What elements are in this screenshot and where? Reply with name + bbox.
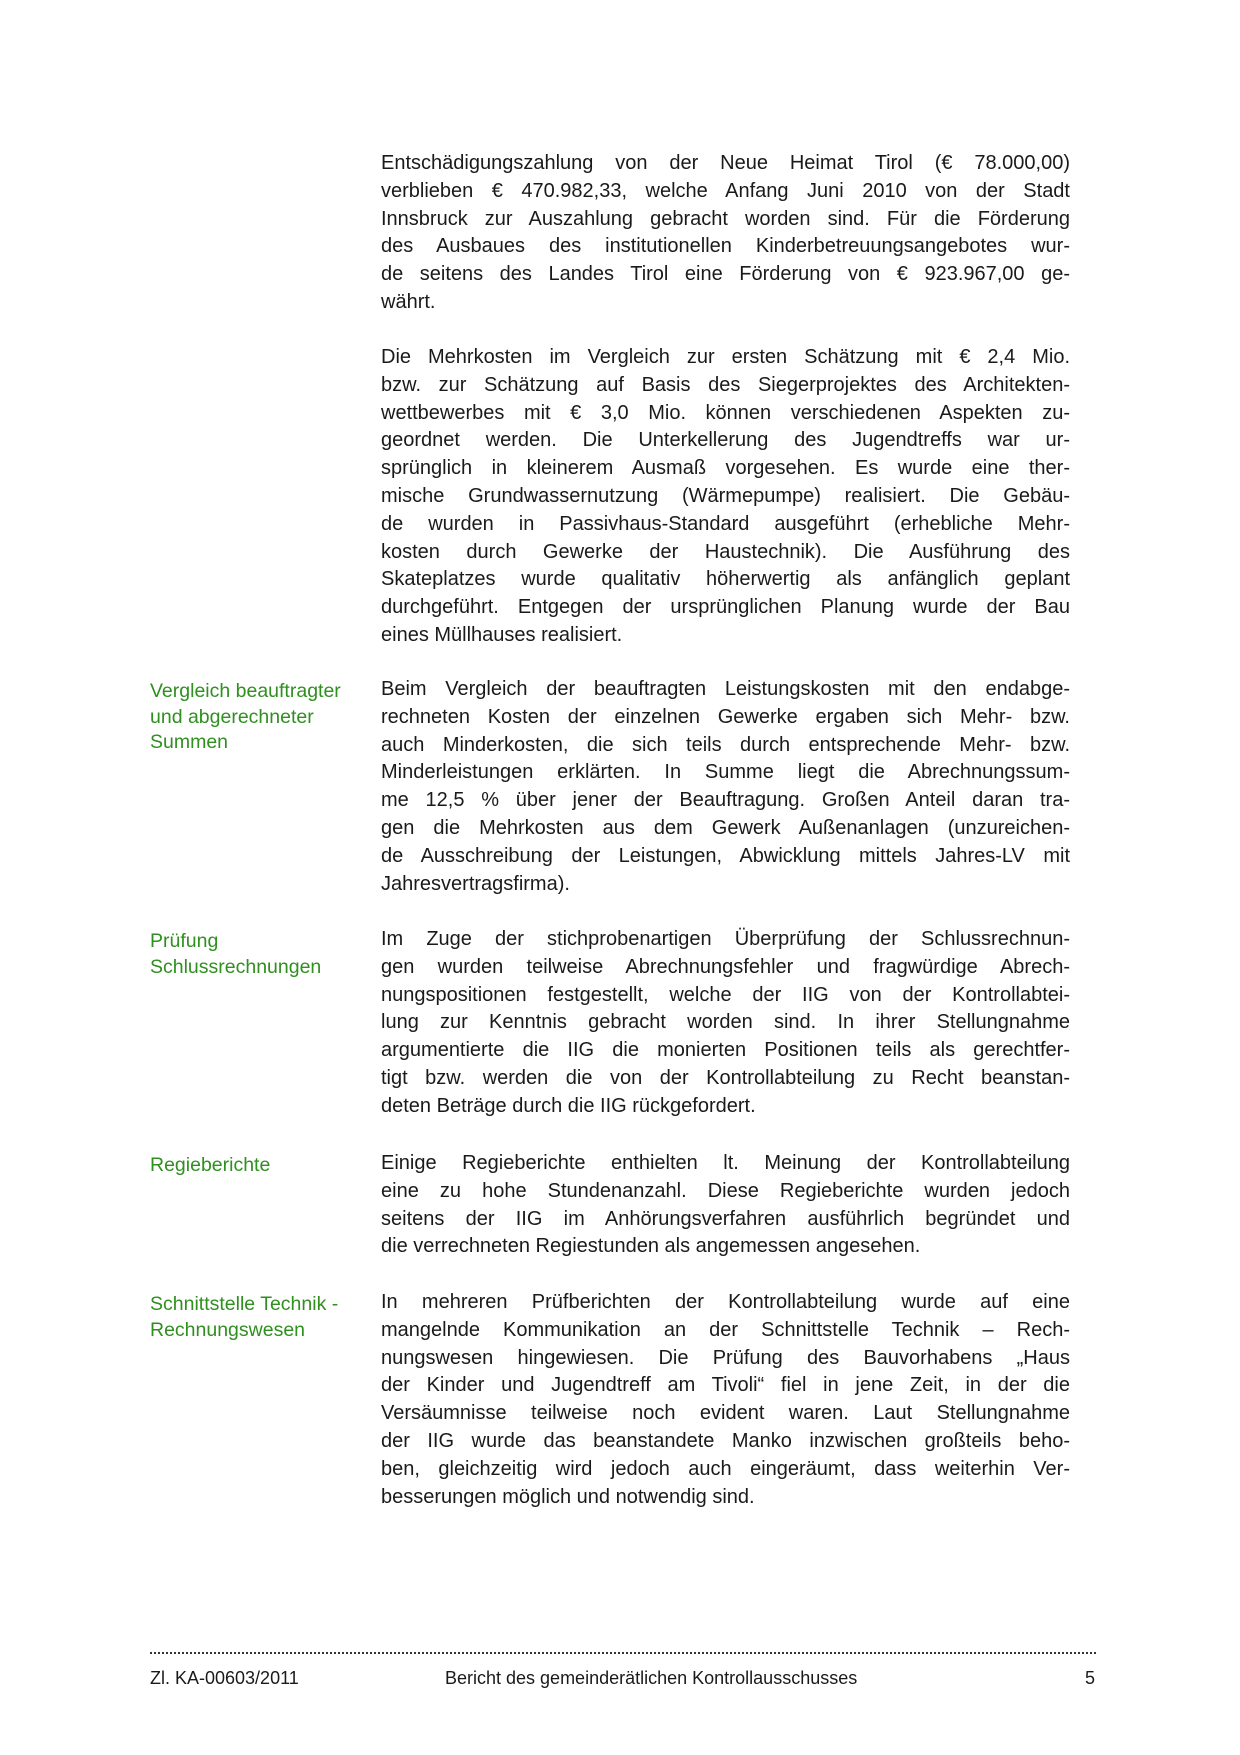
paragraph-line: ben, gleichzeitig wird jedoch auch eingeräumt, dass weiterhin Ver- xyxy=(381,1457,1070,1480)
paragraph-line: die verrechneten Regiestunden als angemessen angesehen. xyxy=(381,1235,921,1258)
margin-heading-line: Schlussrechnungen xyxy=(150,955,322,978)
paragraph-line: seitens der IIG im Anhörungsverfahren ausführlich begründet und xyxy=(381,1207,1070,1230)
margin-heading-line: Regieberichte xyxy=(150,1154,271,1176)
paragraph xyxy=(381,1289,1070,1511)
paragraph-line: rechneten Kosten der einzelnen Gewerke ergaben sich Mehr- bzw. xyxy=(381,705,1070,728)
paragraph xyxy=(381,676,1070,898)
paragraph-line: des Ausbaues des institutionellen Kinderbetreuungsangebotes wur- xyxy=(381,235,1070,258)
margin-heading-line: Vergleich beauftragter xyxy=(150,680,341,702)
paragraph-line: nungswesen hingewiesen. Die Prüfung des Bauvorhabens „Haus xyxy=(381,1346,1070,1369)
paragraph-line: gen die Mehrkosten aus dem Gewerk Außenanlagen (unzureichen- xyxy=(381,816,1070,839)
paragraph-line: In mehreren Prüfberichten der Kontrollabteilung wurde auf eine xyxy=(381,1291,1070,1313)
margin-heading-line: Summen xyxy=(150,731,229,753)
margin-heading-line: und abgerechneter xyxy=(150,705,314,728)
paragraph-line: mische Grundwassernutzung (Wärmepumpe) realisiert. Die Gebäu- xyxy=(381,484,1070,507)
paragraph-line: Skateplatzes wurde qualitativ höherwertig als anfänglich geplant xyxy=(381,568,1070,591)
paragraph-line: de Ausschreibung der Leistungen, Abwicklung mittels Jahres-LV mit xyxy=(381,844,1070,867)
paragraph-line: eine zu hohe Stundenanzahl. Diese Regieberichte wurden jedoch xyxy=(381,1179,1070,1202)
margin-heading xyxy=(150,1292,370,1343)
margin-heading-line: Schnittstelle Technik - xyxy=(150,1293,339,1315)
footer-title: Bericht des gemeinderätlichen Kontrollausschusses xyxy=(445,1668,858,1688)
paragraph-line: der Kinder und Jugendtreff am Tivoli“ fiel in jene Zeit, in der die xyxy=(381,1374,1070,1397)
paragraph xyxy=(381,926,1070,1121)
margin-heading-line: Rechnungswesen xyxy=(150,1318,306,1341)
margin-heading xyxy=(150,929,370,980)
paragraph-line: sprünglich in kleinerem Ausmaß vorgesehen. Es wurde eine ther- xyxy=(381,457,1070,480)
paragraph-line: nungspositionen festgestellt, welche der IIG von der Kontrollabtei- xyxy=(381,983,1070,1006)
paragraph-line: de seitens des Landes Tirol eine Förderung von € 923.967,00 ge- xyxy=(381,263,1070,286)
paragraph-line: gen wurden teilweise Abrechnungsfehler und fragwürdige Abrech- xyxy=(381,955,1070,978)
paragraph-line: währt. xyxy=(381,290,436,313)
footer-reference: Zl. KA-00603/2011 xyxy=(150,1668,299,1688)
paragraph-line: Entschädigungszahlung von der Neue Heimat Tirol (€ 78.000,00) xyxy=(381,152,1070,174)
paragraph-line: Im Zuge der stichprobenartigen Überprüfung der Schlussrechnun- xyxy=(381,928,1070,950)
footer-divider xyxy=(150,1648,1096,1654)
paragraph-line: verblieben € 470.982,33, welche Anfang Juni 2010 von der Stadt xyxy=(381,179,1070,202)
paragraph-line: Minderleistungen erklärten. In Summe liegt die Abrechnungssum- xyxy=(381,761,1070,784)
page-number: 5 xyxy=(1085,1668,1096,1688)
paragraph-line: bzw. zur Schätzung auf Basis des Siegerprojektes des Architekten- xyxy=(381,373,1070,396)
paragraph-line: deten Beträge durch die IIG rückgefordert. xyxy=(381,1094,756,1117)
paragraph-line: kosten durch Gewerke der Haustechnik). Die Ausführung des xyxy=(381,540,1070,563)
paragraph-line: eines Müllhauses realisiert. xyxy=(381,623,623,646)
paragraph-line: Einige Regieberichte enthielten lt. Meinung der Kontrollabteilung xyxy=(381,1152,1070,1174)
paragraph-line: wettbewerbes mit € 3,0 Mio. können verschiedenen Aspekten zu- xyxy=(381,401,1070,424)
margin-heading xyxy=(150,679,370,756)
paragraph-line: mangelnde Kommunikation an der Schnittstelle Technik – Rech- xyxy=(381,1318,1070,1341)
paragraph-line: de wurden in Passivhaus-Standard ausgeführt (erhebliche Mehr- xyxy=(381,512,1070,535)
paragraph-line: Die Mehrkosten im Vergleich zur ersten Schätzung mit € 2,4 Mio. xyxy=(381,346,1070,368)
paragraph-line: me 12,5 % über jener der Beauftragung. Großen Anteil daran tra- xyxy=(381,789,1070,812)
paragraph-line: durchgeführt. Entgegen der ursprünglichen Planung wurde der Bau xyxy=(381,596,1070,619)
paragraph-line: Versäumnisse teilweise noch evident waren. Laut Stellungnahme xyxy=(381,1402,1070,1425)
paragraph-line: auch Minderkosten, die sich teils durch entsprechende Mehr- bzw. xyxy=(381,733,1070,756)
paragraph-line: Innsbruck zur Auszahlung gebracht worden sind. Für die Förderung xyxy=(381,207,1070,230)
paragraph-line: Beim Vergleich der beauftragten Leistungskosten mit den endabge- xyxy=(381,678,1070,700)
paragraph xyxy=(381,344,1070,650)
paragraph-line: lung zur Kenntnis gebracht worden sind. In ihrer Stellungnahme xyxy=(381,1011,1070,1034)
margin-heading xyxy=(150,1153,370,1179)
paragraph xyxy=(381,150,1070,317)
margin-heading-line: Prüfung xyxy=(150,930,219,952)
paragraph-line: tigt bzw. werden die von der Kontrollabteilung zu Recht beanstan- xyxy=(381,1066,1070,1089)
paragraph-line: der IIG wurde das beanstandete Manko inzwischen großteils beho- xyxy=(381,1429,1070,1452)
paragraph-line: Jahresvertragsfirma). xyxy=(381,872,570,895)
paragraph-line: geordnet werden. Die Unterkellerung des Jugendtreffs war ur- xyxy=(381,429,1070,452)
paragraph-line: argumentierte die IIG die monierten Positionen teils als gerechtfer- xyxy=(381,1039,1070,1062)
paragraph xyxy=(381,1150,1070,1261)
paragraph-line: besserungen möglich und notwendig sind. xyxy=(381,1485,755,1508)
